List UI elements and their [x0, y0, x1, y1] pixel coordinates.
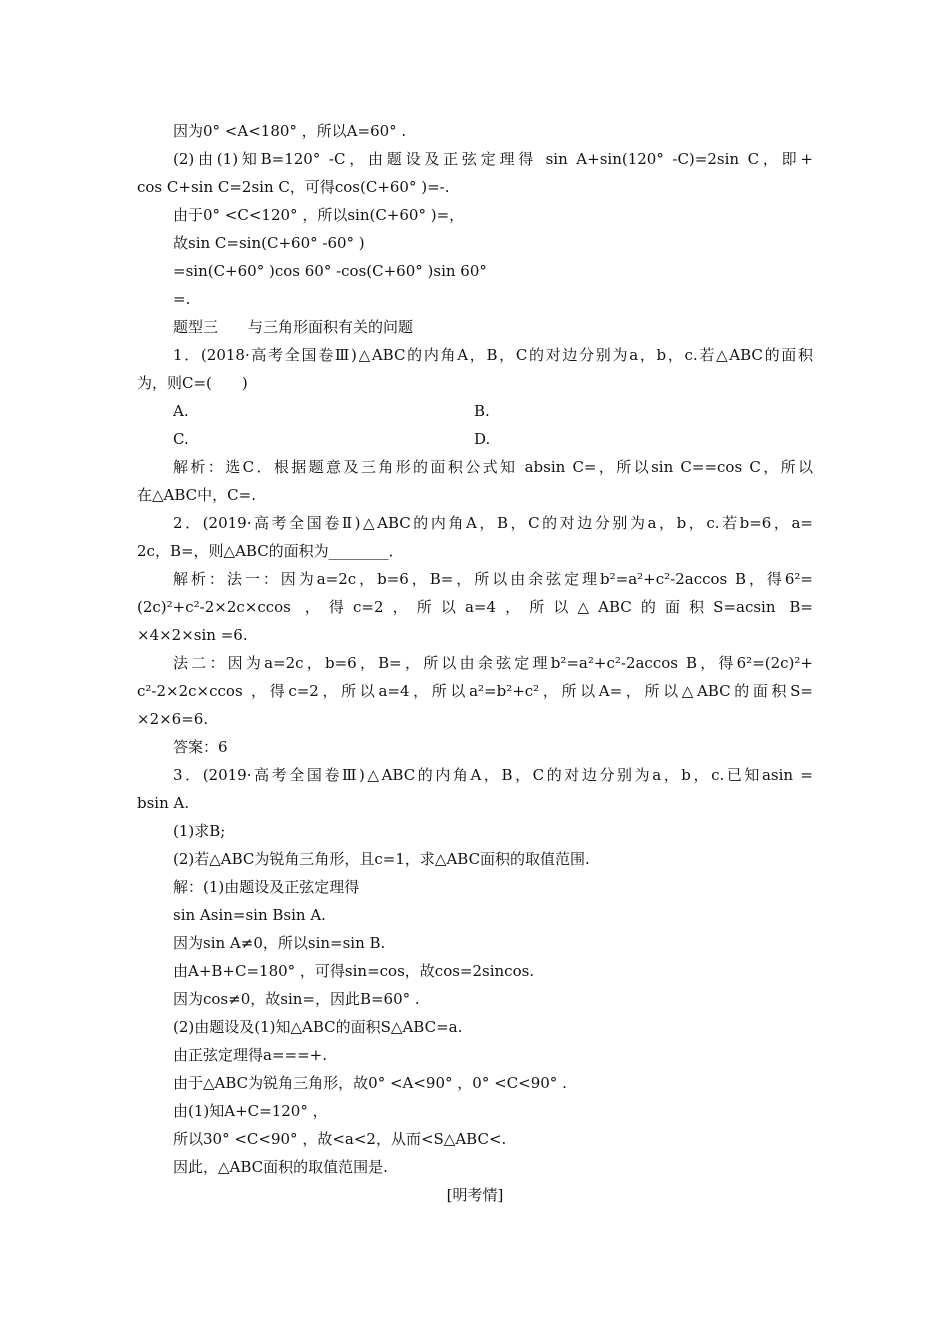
text-line: 2．(2019·高考全国卷Ⅱ)△ABC的内角A，B，C的对边分别为a，b，c.若b=6，a= [173, 514, 813, 532]
text-line: 故sin C=sin(C+60° -60° ) [173, 234, 365, 252]
text-line: bsin A. [137, 794, 190, 812]
text-line: 因为0° <A<180° ，所以A=60° . [173, 122, 407, 140]
text-line: (2)由(1)知B=120° -C，由题设及正弦定理得 sin A+sin(120° -C)=2sin C，即+ [173, 150, 813, 168]
text-line: 由于△ABC为锐角三角形，故0° <A<90° ，0° <C<90° . [173, 1074, 567, 1092]
text-line: 在△ABC中，C=. [137, 486, 256, 504]
text-line: 解析：选C．根据题意及三角形的面积公式知 absin C=，所以sin C==cos C，所以 [173, 458, 813, 476]
option-a: A. [173, 402, 189, 420]
text-line: 因为cos≠0，故sin=，因此B=60° . [173, 990, 420, 1008]
text-line: sin Asin=sin Bsin A. [173, 906, 326, 924]
text-line: 法二：因为a=2c，b=6，B=，所以由余弦定理b²=a²+c²-2accos B，得6²=(2c)²+ [173, 654, 813, 672]
section-heading: 题型三 与三角形面积有关的问题 [173, 318, 414, 336]
option-b: B. [474, 402, 490, 420]
text-line: 解：(1)由题设及正弦定理得 [173, 878, 360, 896]
text-line: cos C+sin C=2sin C，可得cos(C+60° )=-. [137, 178, 450, 196]
text-line: (2)若△ABC为锐角三角形，且c=1，求△ABC面积的取值范围. [173, 850, 590, 868]
text-line: ×2×6=6. [137, 710, 209, 728]
text-line: (2c)²+c²-2×2c×ccos ，得c=2，所以a=4，所以△ABC的面积S=acsin B= [137, 598, 813, 616]
text-line: 解析：法一：因为a=2c，b=6，B=，所以由余弦定理b²=a²+c²-2accos B，得6²= [173, 570, 813, 588]
text-line: =. [173, 290, 191, 308]
option-d: D. [474, 430, 491, 448]
text-line: 由A+B+C=180° ，可得sin=cos，故cos=2sincos. [173, 962, 535, 980]
text-line: 因为sin A≠0，所以sin=sin B. [173, 934, 386, 952]
answer-line: 答案：6 [173, 738, 228, 756]
section-footer-heading: [明考情] [446, 1186, 504, 1204]
text-line: 因此，△ABC面积的取值范围是. [173, 1158, 388, 1176]
text-line: 为，则C=( ) [137, 374, 248, 392]
text-line: 由于0° <C<120° ，所以sin(C+60° )=， [173, 206, 465, 224]
text-line: (2)由题设及(1)知△ABC的面积S△ABC=a. [173, 1018, 463, 1036]
text-line: 2c，B=，则△ABC的面积为________． [137, 542, 404, 560]
text-line: =sin(C+60° )cos 60° -cos(C+60° )sin 60° [173, 262, 487, 280]
text-line: ×4×2×sin =6. [137, 626, 248, 644]
text-line: c²-2×2c×ccos ，得c=2，所以a=4，所以a²=b²+c²，所以A=，所以△ABC的面积S= [137, 682, 813, 700]
text-line: 所以30° <C<90° ，故<a<2，从而<S△ABC<. [173, 1130, 507, 1148]
text-line: (1)求B; [173, 822, 226, 840]
option-c: C. [173, 430, 189, 448]
text-line: 1．(2018·高考全国卷Ⅲ)△ABC的内角A，B，C的对边分别为a，b，c.若△ABC的面积 [173, 346, 813, 364]
text-line: 3．(2019·高考全国卷Ⅲ)△ABC的内角A，B，C的对边分别为a，b，c.已知asin = [173, 766, 813, 784]
text-line: 由(1)知A+C=120° ， [173, 1102, 328, 1120]
text-line: 由正弦定理得a===+. [173, 1046, 327, 1064]
